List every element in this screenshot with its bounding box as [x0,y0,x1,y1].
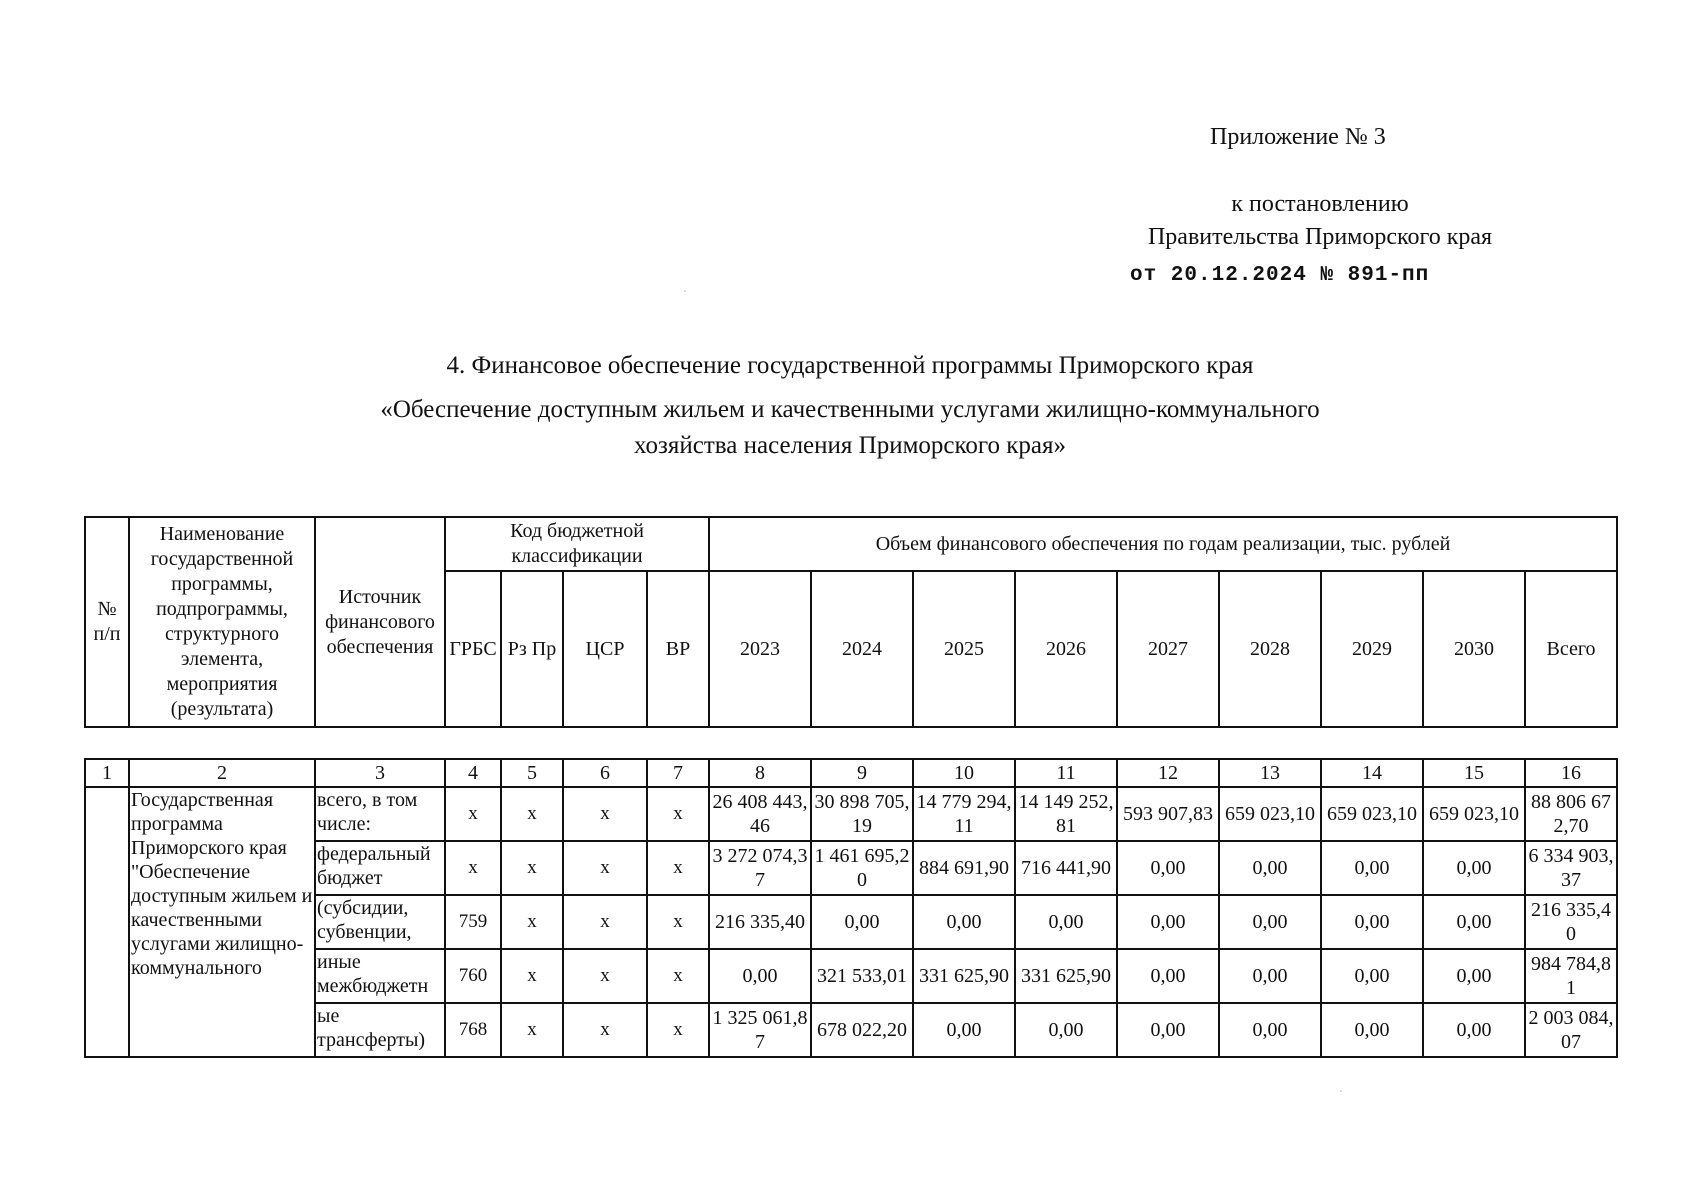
csr-cell: x [563,787,647,841]
vr-cell: x [647,895,709,949]
rzpr-cell: x [501,841,563,895]
column-number: 7 [647,759,709,787]
value-cell: 716 441,90 [1015,841,1117,895]
value-cell: 14 149 252,81 [1015,787,1117,841]
column-number: 1 [85,759,129,787]
resolution-reference [1110,188,1530,254]
value-cell: 0,00 [1219,1003,1321,1057]
value-cell: 0,00 [1321,841,1423,895]
value-cell: 0,00 [1219,841,1321,895]
header-vr: ВР [647,571,709,727]
column-number: 6 [563,759,647,787]
header-num: № п/п [85,517,129,727]
table-row [85,1003,1617,1057]
decree-number-stamp: от 20.12.2024 № 891-пп [1130,264,1430,287]
value-cell: 0,00 [1117,895,1219,949]
value-cell: 26 408 443,46 [709,787,811,841]
header-year: 2030 [1423,571,1525,727]
value-cell: 0,00 [1015,895,1117,949]
value-cell: 0,00 [1117,1003,1219,1057]
vr-cell: x [647,787,709,841]
value-cell: 30 898 705,19 [811,787,913,841]
column-number: 3 [315,759,445,787]
rzpr-cell: x [501,1003,563,1057]
value-cell: 659 023,10 [1321,787,1423,841]
document-title [100,348,1600,464]
header-year: 2023 [709,571,811,727]
header-source: Источник финансового обеспечения [315,517,445,727]
grbs-cell: 759 [445,895,501,949]
header-year: 2024 [811,571,913,727]
header-grbs: ГРБС [445,571,501,727]
value-cell: 678 022,20 [811,1003,913,1057]
title-line: хозяйства населения Приморского края» [633,432,1067,459]
header-year: 2026 [1015,571,1117,727]
rzpr-cell: x [501,895,563,949]
resolution-line: Правительства Приморского края [1147,224,1493,250]
value-cell: 3 272 074,37 [709,841,811,895]
header-volume-group: Объем финансового обеспечения по годам реализации, тыс. рублей [709,517,1617,571]
value-cell: 0,00 [1117,949,1219,1003]
column-number: 14 [1321,759,1423,787]
column-number: 2 [129,759,315,787]
table-header [84,516,1618,728]
source-cell: всего, в том числе: [315,787,445,841]
total-cell: 88 806 672,70 [1525,787,1617,841]
scan-speck [1340,1090,1342,1092]
row-number-cell [85,787,129,1057]
vr-cell: x [647,949,709,1003]
grbs-cell: x [445,841,501,895]
title-line: «Обеспечение доступным жильем и качественными услугами жилищно-коммунального [380,396,1320,423]
value-cell: 0,00 [913,895,1015,949]
value-cell: 659 023,10 [1423,787,1525,841]
value-cell: 0,00 [1219,895,1321,949]
value-cell: 0,00 [1423,949,1525,1003]
column-number: 5 [501,759,563,787]
source-cell: ые трансферты) [315,1003,445,1057]
column-number: 16 [1525,759,1617,787]
value-cell: 0,00 [1321,949,1423,1003]
value-cell: 331 625,90 [913,949,1015,1003]
value-cell: 216 335,40 [709,895,811,949]
source-cell: (субсидии, субвенции, [315,895,445,949]
annex-number: Приложение № 3 [1210,124,1386,150]
value-cell: 321 533,01 [811,949,913,1003]
column-number: 9 [811,759,913,787]
vr-cell: x [647,841,709,895]
rzpr-cell: x [501,787,563,841]
grbs-cell: x [445,787,501,841]
value-cell: 1 325 061,87 [709,1003,811,1057]
table-row [85,841,1617,895]
grbs-cell: 768 [445,1003,501,1057]
total-cell: 984 784,81 [1525,949,1617,1003]
value-cell: 0,00 [1321,1003,1423,1057]
csr-cell: x [563,949,647,1003]
vr-cell: x [647,1003,709,1057]
value-cell: 0,00 [1423,841,1525,895]
value-cell: 0,00 [1321,895,1423,949]
column-number: 15 [1423,759,1525,787]
csr-cell: x [563,841,647,895]
column-number: 10 [913,759,1015,787]
value-cell: 0,00 [1219,949,1321,1003]
total-cell: 216 335,40 [1525,895,1617,949]
header-rzpr: Рз Пр [501,571,563,727]
value-cell: 0,00 [811,895,913,949]
financing-table [84,758,1618,1058]
source-cell: федеральный бюджет [315,841,445,895]
grbs-cell: 760 [445,949,501,1003]
source-cell: иные межбюджетн [315,949,445,1003]
title-line: 4. Финансовое обеспечение государственной программы Приморского края [446,352,1254,379]
csr-cell: x [563,895,647,949]
value-cell: 0,00 [1015,1003,1117,1057]
header-year: 2025 [913,571,1015,727]
header-year: 2028 [1219,571,1321,727]
scan-speck [684,290,686,292]
resolution-line: к постановлению [1231,191,1409,217]
header-kbk-group: Код бюджетной классификации [445,517,709,571]
value-cell: 1 461 695,20 [811,841,913,895]
value-cell: 0,00 [1423,1003,1525,1057]
csr-cell: x [563,1003,647,1057]
column-number: 8 [709,759,811,787]
column-number: 11 [1015,759,1117,787]
value-cell: 0,00 [913,1003,1015,1057]
rzpr-cell: x [501,949,563,1003]
value-cell: 0,00 [1117,841,1219,895]
column-number: 4 [445,759,501,787]
table-row [85,787,1617,841]
value-cell: 0,00 [709,949,811,1003]
total-cell: 6 334 903,37 [1525,841,1617,895]
value-cell: 659 023,10 [1219,787,1321,841]
table-row [85,895,1617,949]
value-cell: 331 625,90 [1015,949,1117,1003]
table-row [85,949,1617,1003]
column-number: 13 [1219,759,1321,787]
header-csr: ЦСР [563,571,647,727]
value-cell: 593 907,83 [1117,787,1219,841]
value-cell: 14 779 294,11 [913,787,1015,841]
program-name-cell: Государственная программа Приморского края "Обеспечение доступным жильем и качественными услугами жилищно-коммунального [129,787,315,1057]
header-year: 2029 [1321,571,1423,727]
column-number-row [85,759,1617,787]
header-name: Наименование государственной программы, подпрограммы, структурного элемента, мероприятия (результата) [129,517,315,727]
column-number: 12 [1117,759,1219,787]
header-total: Всего [1525,571,1617,727]
total-cell: 2 003 084,07 [1525,1003,1617,1057]
value-cell: 884 691,90 [913,841,1015,895]
header-year: 2027 [1117,571,1219,727]
value-cell: 0,00 [1423,895,1525,949]
